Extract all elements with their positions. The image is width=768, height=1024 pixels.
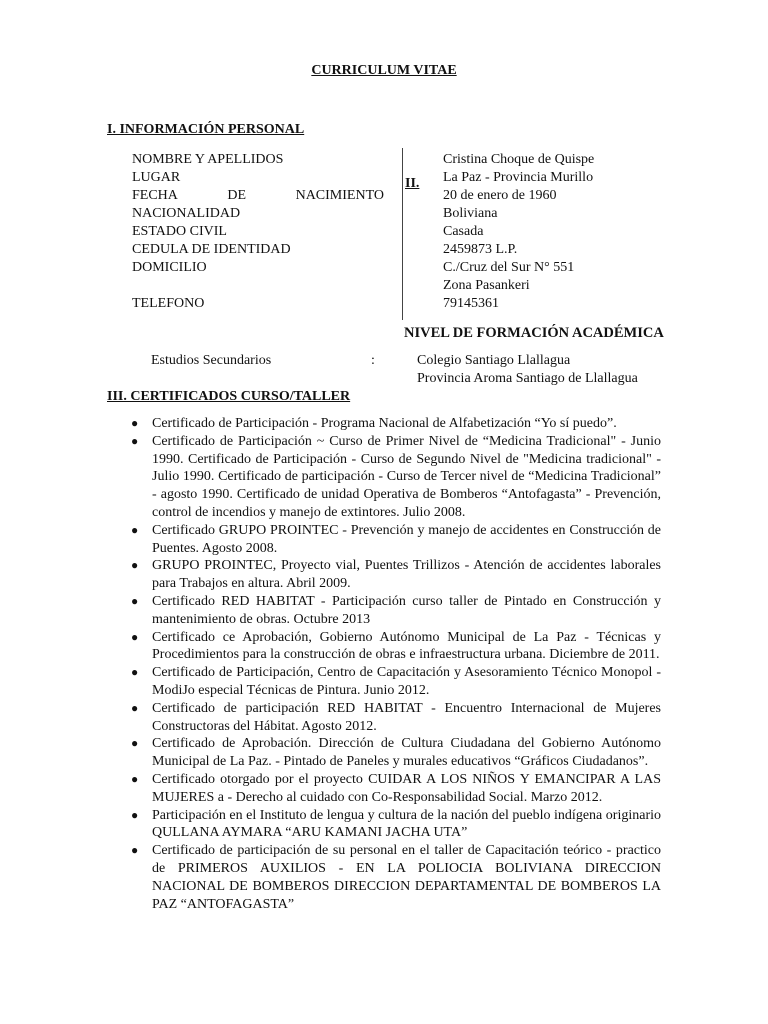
label-lugar: LUGAR xyxy=(132,170,181,185)
list-item xyxy=(131,700,661,736)
bullet-icon: ● xyxy=(131,416,139,430)
value-estado-civil: Casada xyxy=(443,224,484,239)
list-item xyxy=(131,771,661,807)
list-item xyxy=(131,433,661,522)
list-item xyxy=(131,557,661,593)
certificate-text: GRUPO PROINTEC, Proyecto vial, Puentes Trillizos - Atención de accidentes laborales para Trabajos en altura. Abril 2009. xyxy=(152,558,661,592)
bullet-icon: ● xyxy=(131,843,139,858)
list-item xyxy=(131,842,661,913)
list-item xyxy=(131,664,661,700)
certificate-text: Certificado de Participación ~ Curso de Primer Nivel de “Medicina Tradicional" - Junio 1990. Certificado de Participación - Curso de Segundo Nivel de "Medicina tradicional" - Julio 1990. Certificado de participación - Curso de Tercer nivel de “Medicina Tradicional” - agosto 1990. Certificado de unidad Operativa de Bomberos “Antofagasta” - Prevención, control de incendios y manejo de extintores. Julio 2008. xyxy=(152,433,661,520)
studies-location: Provincia Aroma Santiago de Llallagua xyxy=(417,371,638,386)
value-telefono: 79145361 xyxy=(443,296,499,311)
certificates-list xyxy=(131,415,661,913)
studies-values xyxy=(417,352,638,388)
label-cedula: CEDULA DE IDENTIDAD xyxy=(132,242,291,257)
label-fecha-word-2: DE xyxy=(227,188,247,203)
studies-label: Estudios Secundarios xyxy=(151,353,272,368)
bullet-icon: ● xyxy=(131,629,139,644)
bullet-icon: ● xyxy=(131,665,139,680)
section-personal-heading: I. INFORMACIÓN PERSONAL xyxy=(107,122,305,137)
label-empty xyxy=(132,277,384,295)
section-certificates-heading: III. CERTIFICADOS CURSO/TALLER xyxy=(107,389,351,404)
label-fecha-word-1: FECHA xyxy=(132,188,178,203)
certificate-text: Certificado de Aprobación. Dirección de Cultura Ciudadana del Gobierno Autónomo Municipal de La Paz. - Pintado de Paneles y murales educativos “Gráficos Ciudadanos”. xyxy=(152,736,661,770)
label-nacionalidad: NACIONALIDAD xyxy=(132,206,241,221)
value-lugar: La Paz - Provincia Murillo xyxy=(443,170,594,185)
value-nacionalidad: Boliviana xyxy=(443,206,498,221)
certificate-text: Certificado de Participación, Centro de Capacitación y Asesoramiento Técnico Monopol - ModiJo especial Técnicas de Pintura. Junio 2012. xyxy=(152,665,661,698)
label-estado-civil: ESTADO CIVIL xyxy=(132,224,227,239)
value-zona: Zona Pasankeri xyxy=(443,278,530,293)
certificate-text: Certificado RED HABITAT - Participación curso taller de Pintado en Construcción y mantenimiento de obras. Octubre 2013 xyxy=(152,593,661,627)
column-divider xyxy=(402,148,403,320)
section-2-number: II. xyxy=(405,176,420,191)
value-nombre: Cristina Choque de Quispe xyxy=(443,152,595,167)
document-title: CURRICULUM VITAE xyxy=(311,63,457,78)
list-item xyxy=(131,735,661,771)
value-fecha: 20 de enero de 1960 xyxy=(443,188,557,203)
label-fecha-word-3: NACIMIENTO xyxy=(295,188,384,203)
bullet-icon: ● xyxy=(131,593,139,608)
personal-values xyxy=(443,151,683,313)
certificate-text: Participación en el Instituto de lengua y cultura de la nación del pueblo indígena originario QULLANA AYMARA “ARU KAMANI JACHA UTA” xyxy=(152,807,661,841)
list-item xyxy=(131,629,661,665)
section-academic-heading: NIVEL DE FORMACIÓN ACADÉMICA xyxy=(404,325,664,341)
certificate-text: Certificado de Participación - Programa Nacional de Alfabetización “Yo sí puedo”. xyxy=(152,416,617,431)
bullet-icon: ● xyxy=(131,558,139,573)
bullet-icon: ● xyxy=(131,771,139,786)
list-item xyxy=(131,522,661,558)
value-domicilio: C./Cruz del Sur N° 551 xyxy=(443,260,575,275)
bullet-icon: ● xyxy=(131,807,139,822)
list-item xyxy=(131,415,661,433)
studies-colon: : xyxy=(371,353,375,368)
value-cedula: 2459873 L.P. xyxy=(443,242,518,257)
label-fecha xyxy=(132,187,384,205)
certificate-text: Certificado GRUPO PROINTEC - Prevención y manejo de accidentes en Construcción de Puentes. Agosto 2008. xyxy=(152,522,661,556)
bullet-icon: ● xyxy=(131,433,139,448)
certificate-text: Certificado de participación de su personal en el taller de Capacitación teórico - practico de PRIMEROS AUXILIOS - EN LA POLIOCIA BOLIVIANA DIRECCION NACIONAL DE BOMBEROS DIRECCION DEPARTAMENTAL DE BOMBEROS LA PAZ “ANTOFAGASTA” xyxy=(152,843,661,912)
list-item xyxy=(131,807,661,843)
list-item xyxy=(131,593,661,629)
certificate-text: Certificado otorgado por el proyecto CUIDAR A LOS NIÑOS Y EMANCIPAR A LAS MUJERES a - Derecho al cuidado con Co-Responsabilidad Social. Marzo 2012. xyxy=(152,771,661,805)
label-nombre: NOMBRE Y APELLIDOS xyxy=(132,152,284,167)
label-telefono: TELEFONO xyxy=(132,296,205,311)
certificate-text: Certificado de participación RED HABITAT - Encuentro Internacional de Mujeres Constructoras del Hábitat. Agosto 2012. xyxy=(152,700,661,734)
label-domicilio: DOMICILIO xyxy=(132,260,207,275)
studies-school: Colegio Santiago Llallagua xyxy=(417,353,571,368)
bullet-icon: ● xyxy=(131,522,139,537)
bullet-icon: ● xyxy=(131,736,139,751)
certificate-text: Certificado ce Aprobación, Gobierno Autónomo Municipal de La Paz - Técnicas y Procedimientos para la construcción de obras e infraestructura urbana. Diciembre de 2011. xyxy=(152,629,661,663)
bullet-icon: ● xyxy=(131,700,139,715)
personal-labels xyxy=(132,151,384,313)
